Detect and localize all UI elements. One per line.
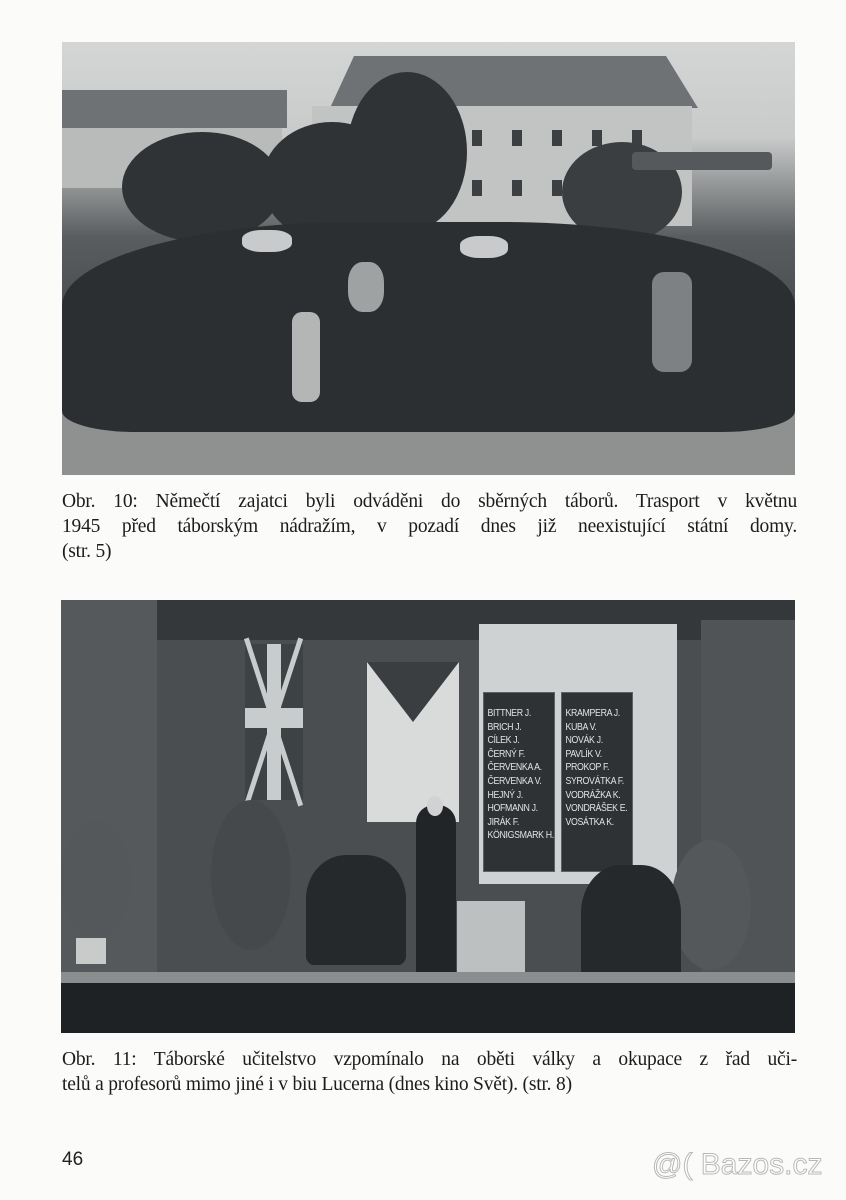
photo-memorial-ceremony <box>61 600 795 1033</box>
fallen-teacher-name: ČERVENKA V. <box>487 775 542 787</box>
seated-guests-right <box>581 865 681 985</box>
stage-front <box>61 983 795 1033</box>
seated-guests-left <box>306 855 406 965</box>
tree <box>347 72 467 232</box>
fallen-teacher-name: NOVÁK J. <box>565 735 603 747</box>
caption-obr-10 <box>62 489 797 564</box>
photo-prisoners-transport <box>62 42 795 475</box>
czechoslovak-flag <box>367 662 459 822</box>
memorial-board-right <box>561 692 633 872</box>
caption-obr-11 <box>62 1047 797 1097</box>
fallen-teacher-name: VOSÁTKA K. <box>565 816 614 828</box>
fallen-teacher-name: KRAMPERA J. <box>565 708 620 719</box>
fallen-teacher-name: BRICH J. <box>487 721 522 733</box>
fallen-teacher-name: PROKOP F. <box>565 762 610 774</box>
backpack <box>348 262 384 312</box>
kiosk-roof <box>632 152 772 170</box>
flower-pot <box>76 938 106 964</box>
fallen-teacher-name: ČERNÝ F. <box>487 748 525 760</box>
potted-plant <box>671 840 751 970</box>
caption-line: telů a profesorů mimo jiné i v biu Lucerna (dnes kino Svět). (str. 8) <box>62 1074 572 1095</box>
bundle <box>460 236 508 258</box>
speaker-figure <box>416 805 456 980</box>
caption-line: (str. 5) <box>62 541 112 562</box>
stage-valance <box>61 600 795 640</box>
fallen-teacher-name: HEJNÝ J. <box>487 789 523 801</box>
soldier-uniform <box>652 272 692 372</box>
caption-line: Obr. 10: Němečtí zajatci byli odváděni do sběrných táborů. Trasport v květnu <box>62 491 797 512</box>
bundle <box>242 230 292 252</box>
fallen-teacher-name: KÖNIGSMARK H. <box>487 830 554 842</box>
light-trousers <box>292 312 320 402</box>
left-curtain <box>61 600 157 1033</box>
potted-plant <box>61 820 131 940</box>
lectern <box>457 901 525 983</box>
fallen-teacher-name: VONDRÁŠEK E. <box>565 803 628 815</box>
fallen-teacher-name: SYROVÁTKA F. <box>565 775 624 787</box>
fallen-teacher-name: JIRÁK F. <box>487 816 519 828</box>
tree <box>122 132 282 242</box>
union-jack-flag <box>245 644 303 800</box>
fallen-teacher-name: CÍLEK J. <box>487 735 520 747</box>
fallen-teacher-name: ČERVENKA A. <box>487 762 542 774</box>
page-number: 46 <box>62 1149 84 1170</box>
fallen-teacher-name: PAVLÍK V. <box>565 748 602 760</box>
roof-station-building <box>298 56 698 108</box>
potted-plant <box>211 800 291 950</box>
caption-line: 1945 před táborským nádražím, v pozadí dnes již neexistující státní domy. <box>62 516 797 537</box>
bazos-watermark: @( Bazos.cz <box>652 1148 823 1181</box>
fallen-teacher-name: BITTNER J. <box>487 708 531 719</box>
caption-line: Obr. 11: Táborské učitelstvo vzpomínalo na oběti války a okupace z řad uči- <box>62 1049 797 1070</box>
memorial-board-left <box>483 692 555 872</box>
fallen-teacher-name: HOFMANN J. <box>487 803 538 815</box>
fallen-teacher-name: KUBA V. <box>565 721 597 733</box>
speaker-head <box>427 796 443 816</box>
roof-left-building <box>62 90 287 128</box>
fallen-teacher-name: VODRÁŽKA K. <box>565 789 621 801</box>
